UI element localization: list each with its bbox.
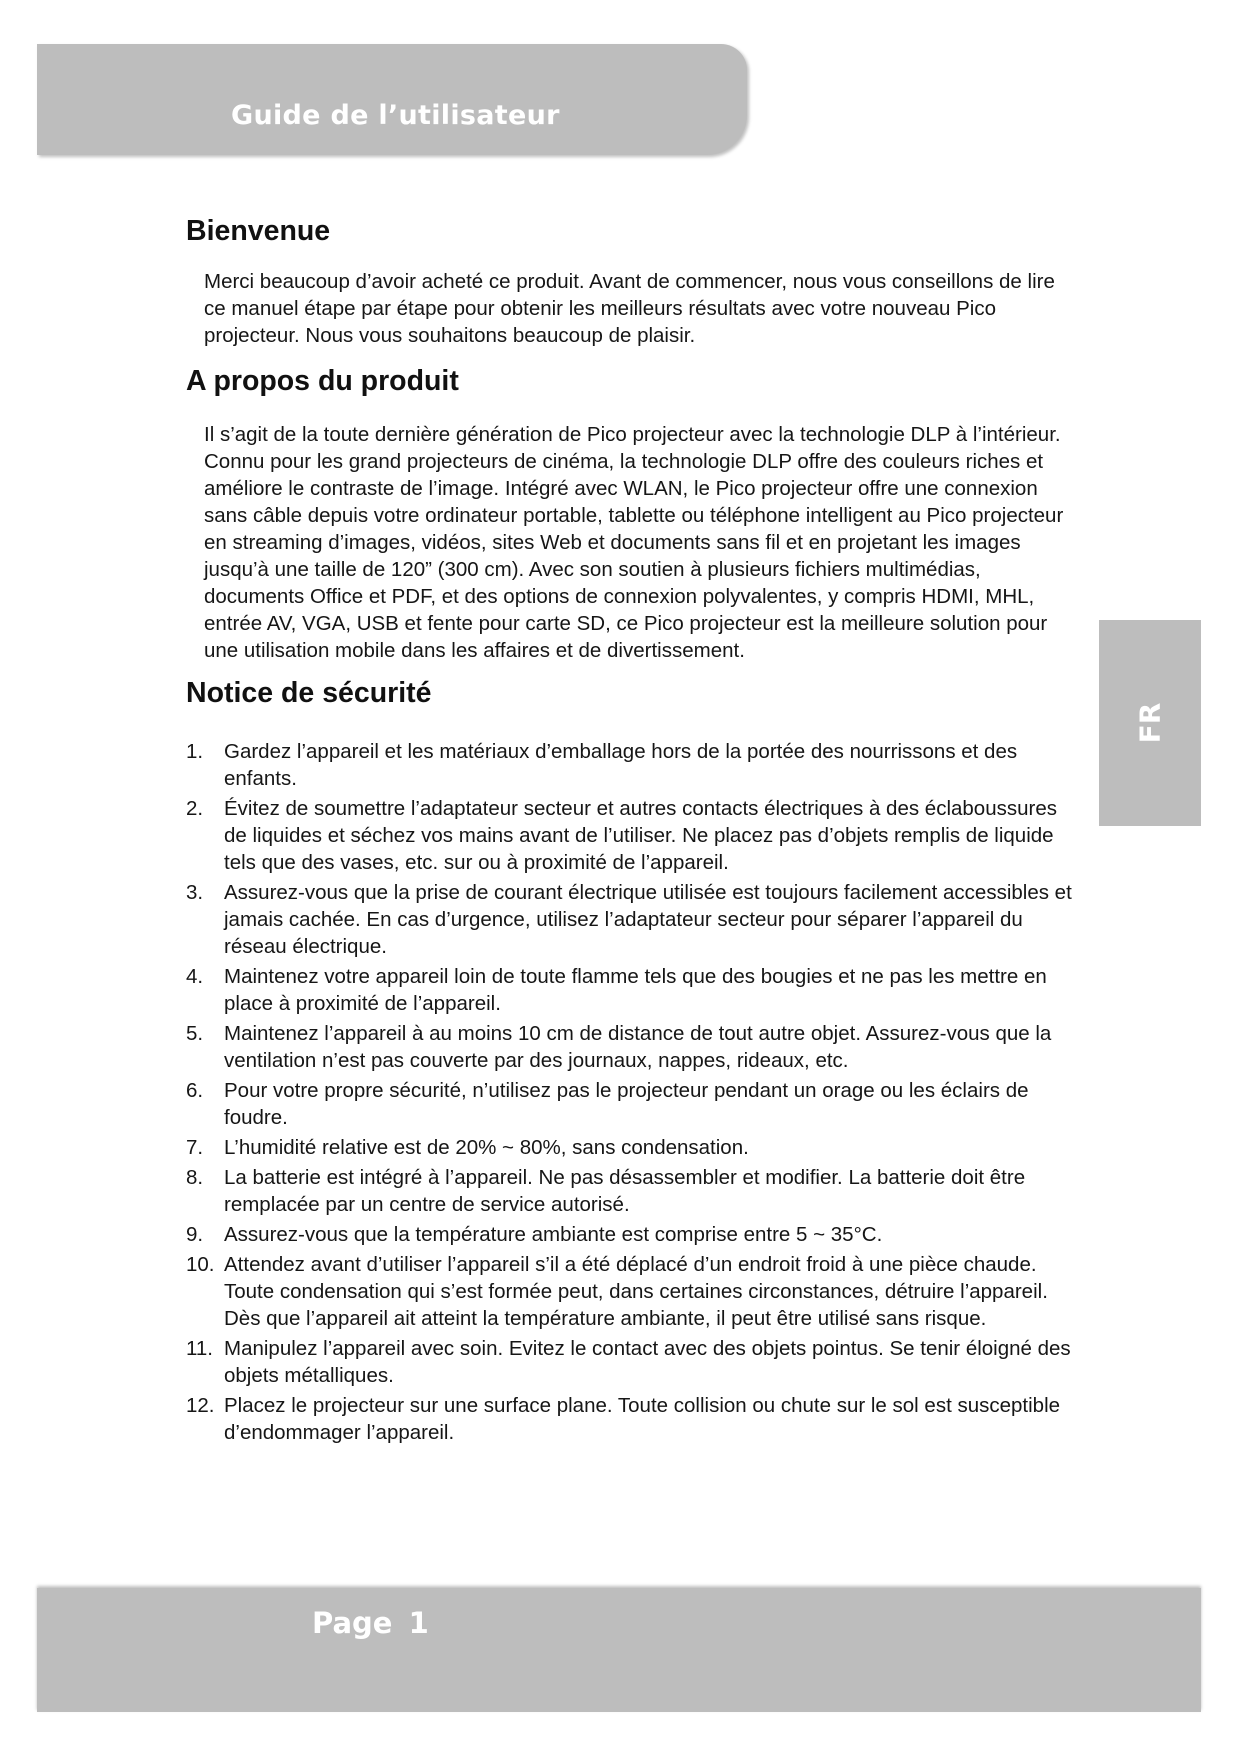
list-item-number: 1. <box>186 740 204 763</box>
list-item <box>186 1020 1076 1074</box>
list-item <box>186 795 1076 876</box>
list-item <box>186 1134 1076 1161</box>
list-item-text: Pour votre propre sécurité, n’utilisez pas le projecteur pendant un orage ou les éclairs de foudre. <box>224 1079 1029 1129</box>
list-item-number: 3. <box>186 881 204 904</box>
list-item-number: 10. <box>186 1253 215 1276</box>
list-item <box>186 879 1076 960</box>
footer-bar <box>37 1588 1201 1712</box>
welcome-paragraph: Merci beaucoup d’avoir acheté ce produit. Avant de commencer, nous vous conseillons de lire ce manuel étape par étape pour obtenir les meilleurs résultats avec votre nouveau Pico projecteur. Nous vous souhaitons beaucoup de plaisir. <box>204 270 1055 347</box>
list-item-number: 9. <box>186 1223 204 1246</box>
list-item <box>186 1335 1076 1389</box>
page-title: Guide de l’utilisateur <box>231 100 560 131</box>
list-item-number: 6. <box>186 1079 204 1102</box>
list-item-text: Placez le projecteur sur une surface plane. Toute collision ou chute sur le sol est susceptible d’endommager l’appareil. <box>224 1394 1061 1444</box>
list-item <box>186 1221 1076 1248</box>
list-item-number: 5. <box>186 1022 204 1045</box>
list-item <box>186 1164 1076 1218</box>
list-item-text: Attendez avant d’utiliser l’appareil s’il a été déplacé d’un endroit froid à une pièce chaude. Toute condensation qui s’est formée peut, dans certaines circonstances, détruire l’appareil. Dès que l’appareil ait atteint la température ambiante, il peut être utilisé sans risque. <box>224 1253 1048 1330</box>
list-item-text: Évitez de soumettre l’adaptateur secteur et autres contacts électriques à des éclaboussures de liquides et séchez vos mains avant de l’utiliser. Ne placez pas d’objets remplis de liquide tels que des vases, etc. sur ou à proximité de l’appareil. <box>224 797 1057 874</box>
list-item-number: 2. <box>186 797 204 820</box>
list-item-text: La batterie est intégré à l’appareil. Ne pas désassembler et modifier. La batterie doit être remplacée par un centre de service autorisé. <box>224 1166 1026 1216</box>
list-item-text: Assurez-vous que la prise de courant électrique utilisée est toujours facilement accessibles et jamais cachée. En cas d’urgence, utilisez l’adaptateur secteur pour séparer l’appareil du réseau électrique. <box>224 881 1072 958</box>
section-heading-welcome: Bienvenue <box>186 215 331 247</box>
list-item <box>186 1392 1076 1446</box>
list-item-text: Gardez l’appareil et les matériaux d’emballage hors de la portée des nourrissons et des enfants. <box>224 740 1018 790</box>
section-heading-safety: Notice de sécurité <box>186 677 432 709</box>
section-heading-about: A propos du produit <box>186 365 459 397</box>
list-item-number: 11. <box>186 1337 213 1360</box>
language-tab-label: FR <box>1133 702 1167 744</box>
list-item <box>186 963 1076 1017</box>
list-item-text: L’humidité relative est de 20% ~ 80%, sans condensation. <box>224 1136 749 1159</box>
list-item-text: Maintenez l’appareil à au moins 10 cm de distance de tout autre objet. Assurez-vous que la ventilation n’est pas couverte par des journaux, nappes, rideaux, etc. <box>224 1022 1052 1072</box>
list-item-text: Manipulez l’appareil avec soin. Evitez le contact avec des objets pointus. Se tenir éloigné des objets métalliques. <box>224 1337 1071 1387</box>
about-paragraph: Il s’agit de la toute dernière génération de Pico projecteur avec la technologie DLP à l’intérieur. Connu pour les grand projecteurs de cinéma, la technologie DLP offre des couleurs riches et améliore le contraste de l’image. Intégré avec WLAN, le Pico projecteur offre une connexion sans câble depuis votre ordinateur portable, tablette ou téléphone intelligent au Pico projecteur en streaming d’images, vidéos, sites Web et documents sans fil et en projetant les images jusqu’à une taille de 120” (300 cm). Avec son soutien à plusieurs fichiers multimédias, documents Office et PDF, et des options de connexion polyvalentes, y compris HDMI, MHL, entrée AV, VGA, USB et fente pour carte SD, ce Pico projecteur est la meilleure solution pour une utilisation mobile dans les affaires et de divertissement. <box>204 423 1064 662</box>
language-tab <box>1099 620 1201 826</box>
safety-list <box>186 738 1076 1446</box>
list-item-number: 7. <box>186 1136 204 1159</box>
page-number: Page 1 <box>312 1606 429 1640</box>
list-item-number: 4. <box>186 965 204 988</box>
main-content <box>186 208 1076 1449</box>
list-item-text: Assurez-vous que la température ambiante est comprise entre 5 ~ 35°C. <box>224 1223 883 1246</box>
list-item <box>186 1251 1076 1332</box>
list-item-number: 12. <box>186 1394 215 1417</box>
list-item-text: Maintenez votre appareil loin de toute flamme tels que des bougies et ne pas les mettre en place à proximité de l’appareil. <box>224 965 1047 1015</box>
list-item-number: 8. <box>186 1166 204 1189</box>
list-item <box>186 1077 1076 1131</box>
list-item <box>186 738 1076 792</box>
